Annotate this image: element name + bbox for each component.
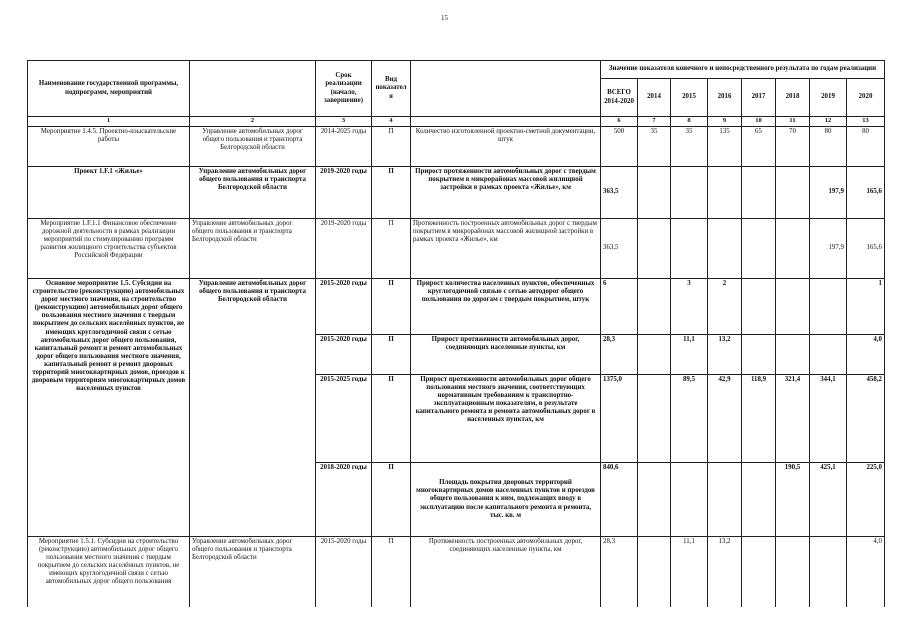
row-period: 2019-2020 годы xyxy=(316,219,372,279)
row-value: 425,1 xyxy=(810,463,847,537)
row-indicator: Протяженность построенных автомобильных дорог с твердым покрытием в микрорайонах массовой жилищной застройки в рамках проекта «Жилье», км xyxy=(411,219,601,279)
row-value xyxy=(708,219,742,279)
row-type: П xyxy=(372,375,411,463)
row-value: 28,3 xyxy=(601,335,638,375)
row-indicator: Прирост протяженности автомобильных дорог, соединяющих населенные пункты, км xyxy=(411,335,601,375)
row-period: 2014-2025 годы xyxy=(316,127,372,167)
row-type: П xyxy=(372,167,411,219)
table-row xyxy=(28,537,885,607)
row-value: 28,3 xyxy=(601,537,638,607)
row-value xyxy=(638,167,671,219)
row-responsible: Управление автомобильных дорог общего пользования и транспорта Белгородской области xyxy=(190,127,316,167)
row-value xyxy=(742,219,776,279)
row-value: 3 xyxy=(671,279,708,335)
row-responsible: Управление автомобильных дорог общего пользования и транспорта Белгородской области xyxy=(190,167,316,219)
indicators-table xyxy=(27,60,885,607)
row-value: 70 xyxy=(776,127,810,167)
row-value xyxy=(638,375,671,463)
col-number: 2 xyxy=(190,117,316,127)
row-value xyxy=(708,463,742,537)
header-name: Наименование государственной программы, подпрограмм, мероприятий xyxy=(28,61,190,117)
row-value: 35 xyxy=(671,127,708,167)
page-number: 15 xyxy=(441,14,448,22)
row-name: Проект 1.F.1 «Жилье» xyxy=(28,167,190,219)
table-row xyxy=(28,127,885,167)
header-year-total: ВСЕГО 2014-2020 xyxy=(601,79,638,117)
row-value: 35 xyxy=(638,127,671,167)
row-value xyxy=(776,167,810,219)
row-value: 165,6 xyxy=(847,219,885,279)
header-period: Срок реализации (начало, завершение) xyxy=(316,61,372,117)
row-value: 135 xyxy=(708,127,742,167)
row-value xyxy=(638,279,671,335)
row-value: 363,5 xyxy=(601,167,638,219)
header-year-2019: 2019 xyxy=(810,79,847,117)
row-value: 363,5 xyxy=(601,219,638,279)
row-name: Мероприятие 1.F.1.1 Финансовое обеспечение дорожной деятельности в рамках реализации мероприятий по стимулированию программ развития жилищного строительства субъектов Российской Федерации xyxy=(28,219,190,279)
header-responsible xyxy=(190,61,316,117)
row-value: 2 xyxy=(708,279,742,335)
row-name: Основное мероприятие 1.5. Субсидии на строительство (реконструкцию) автомобильных дорог местного значения, на строительство (реконструкцию) автомобильных дорог общего пользования местного значения с твердым покрытием до сельских населённых пунктов, не имеющих круглогодичной связи с сетью автомобильных дорог общего пользования, капитальный ремонт и ремонт автомобильных дорог общего пользования местного значения, капитальный ремонт и ремонт дворовых территорий многоквартирных домов, проездов к дворовым территориям многоквартирных домов населенных пунктов xyxy=(28,279,190,537)
row-type: П xyxy=(372,537,411,607)
row-value xyxy=(742,463,776,537)
col-number: 13 xyxy=(847,117,885,127)
row-value: 42,9 xyxy=(708,375,742,463)
row-value: 458,2 xyxy=(847,375,885,463)
header-year-2020: 2020 xyxy=(847,79,885,117)
row-type: П xyxy=(372,463,411,537)
row-value xyxy=(638,219,671,279)
col-number: 4 xyxy=(372,117,411,127)
column-numbers-row xyxy=(28,117,885,127)
row-name: Мероприятие 1.5.1. Субсидия на строительство (реконструкцию) автомобильных дорог общего пользования местного значения с твердым покрытием до сельских населённых пунктов, не имеющих круглогодичной связи с сетью автомобильных дорог общего пользования xyxy=(28,537,190,607)
row-indicator: Количество изготовленной проектно-сметной документации, штук xyxy=(411,127,601,167)
row-period: 2019-2020 годы xyxy=(316,167,372,219)
row-period: 2015-2020 годы xyxy=(316,335,372,375)
row-indicator: Прирост протяженности автомобильных дорог с твердым покрытием в микрорайонах массовой жилищной застройки в рамках проекта «Жилье», км xyxy=(411,167,601,219)
table-row xyxy=(28,219,885,279)
row-value xyxy=(742,279,776,335)
row-value: 197,9 xyxy=(810,167,847,219)
row-value xyxy=(638,335,671,375)
row-value: 344,1 xyxy=(810,375,847,463)
table-row xyxy=(28,167,885,219)
row-value: 165,6 xyxy=(847,167,885,219)
row-value: 13,2 xyxy=(708,537,742,607)
col-number: 11 xyxy=(776,117,810,127)
row-value xyxy=(638,537,671,607)
col-number: 12 xyxy=(810,117,847,127)
row-period: 2015-2025 годы xyxy=(316,375,372,463)
row-value: 4,0 xyxy=(847,537,885,607)
row-value xyxy=(810,279,847,335)
row-value xyxy=(776,219,810,279)
row-value: 500 xyxy=(601,127,638,167)
row-period: 2015-2020 годы xyxy=(316,537,372,607)
row-value: 6 xyxy=(601,279,638,335)
row-type: П xyxy=(372,219,411,279)
header-year-2014: 2014 xyxy=(638,79,671,117)
row-value: 1 xyxy=(847,279,885,335)
row-period: 2018-2020 годы xyxy=(316,463,372,537)
row-value xyxy=(742,335,776,375)
col-number: 3 xyxy=(316,117,372,127)
row-value xyxy=(671,463,708,537)
row-indicator: Протяженность построенных автомобильных дорог, соединяющих населенные пункты, км xyxy=(411,537,601,607)
header-indicator xyxy=(411,61,601,117)
row-value: 11,1 xyxy=(671,335,708,375)
row-indicator: Прирост протяженности автомобильных дорог общего пользования местного значения, соответствующих нормативным требованиям к транспортно-эксплуатационным показателям, в результате капитального ремонта и ремонта автомобильных дорог в населенных пунктах, км xyxy=(411,375,601,463)
row-indicator: Площадь покрытия дворовых территорий многоквартирных домов населенных пунктов и проездов общего пользования к ним, подлежащих вводу в эксплуатацию после капитального ремонта и ремонта, тыс. кв. м xyxy=(411,463,601,537)
row-value xyxy=(810,537,847,607)
row-value: 80 xyxy=(847,127,885,167)
row-value: 89,5 xyxy=(671,375,708,463)
row-responsible: Управление автомобильных дорог общего пользования и транспорта Белгородской области xyxy=(190,537,316,607)
row-value xyxy=(742,167,776,219)
col-number: 1 xyxy=(28,117,190,127)
row-type: П xyxy=(372,127,411,167)
row-value xyxy=(708,167,742,219)
col-number: 6 xyxy=(601,117,638,127)
row-value: 65 xyxy=(742,127,776,167)
row-value: 225,0 xyxy=(847,463,885,537)
row-value: 840,6 xyxy=(601,463,638,537)
row-value xyxy=(776,279,810,335)
row-value xyxy=(742,537,776,607)
table-row xyxy=(28,279,885,335)
row-value xyxy=(776,335,810,375)
header-year-2017: 2017 xyxy=(742,79,776,117)
col-number: 8 xyxy=(671,117,708,127)
col-number: 10 xyxy=(742,117,776,127)
row-value xyxy=(671,167,708,219)
header-type: Вид показателя xyxy=(372,61,411,117)
col-number: 7 xyxy=(638,117,671,127)
row-responsible: Управление автомобильных дорог общего пользования и транспорта Белгородской области xyxy=(190,279,316,537)
row-name: Мероприятие 1.4.5. Проектно-изыскательские работы xyxy=(28,127,190,167)
row-period: 2015-2020 годы xyxy=(316,279,372,335)
header-year-2016: 2016 xyxy=(708,79,742,117)
row-value: 1375,0 xyxy=(601,375,638,463)
row-value xyxy=(776,537,810,607)
col-number: 9 xyxy=(708,117,742,127)
row-value: 190,5 xyxy=(776,463,810,537)
row-value: 118,9 xyxy=(742,375,776,463)
row-type: П xyxy=(372,279,411,335)
row-value xyxy=(638,463,671,537)
row-value xyxy=(810,335,847,375)
row-responsible: Управление автомобильных дорог общего пользования и транспорта Белгородской области xyxy=(190,219,316,279)
row-value: 197,9 xyxy=(810,219,847,279)
row-value xyxy=(671,219,708,279)
row-value: 11,1 xyxy=(671,537,708,607)
header-values-group: Значение показателя конечного и непосредственного результата по годам реализации xyxy=(601,61,885,79)
row-indicator: Прирост количества населенных пунктов, обеспеченных круглогодичной связью с сетью автодорог общего пользования по дорогам с твердым покрытием, штук xyxy=(411,279,601,335)
row-type: П xyxy=(372,335,411,375)
row-value: 321,4 xyxy=(776,375,810,463)
col-number xyxy=(411,117,601,127)
row-value: 80 xyxy=(810,127,847,167)
header-year-2015: 2015 xyxy=(671,79,708,117)
row-value: 4,0 xyxy=(847,335,885,375)
header-year-2018: 2018 xyxy=(776,79,810,117)
row-value: 13,2 xyxy=(708,335,742,375)
